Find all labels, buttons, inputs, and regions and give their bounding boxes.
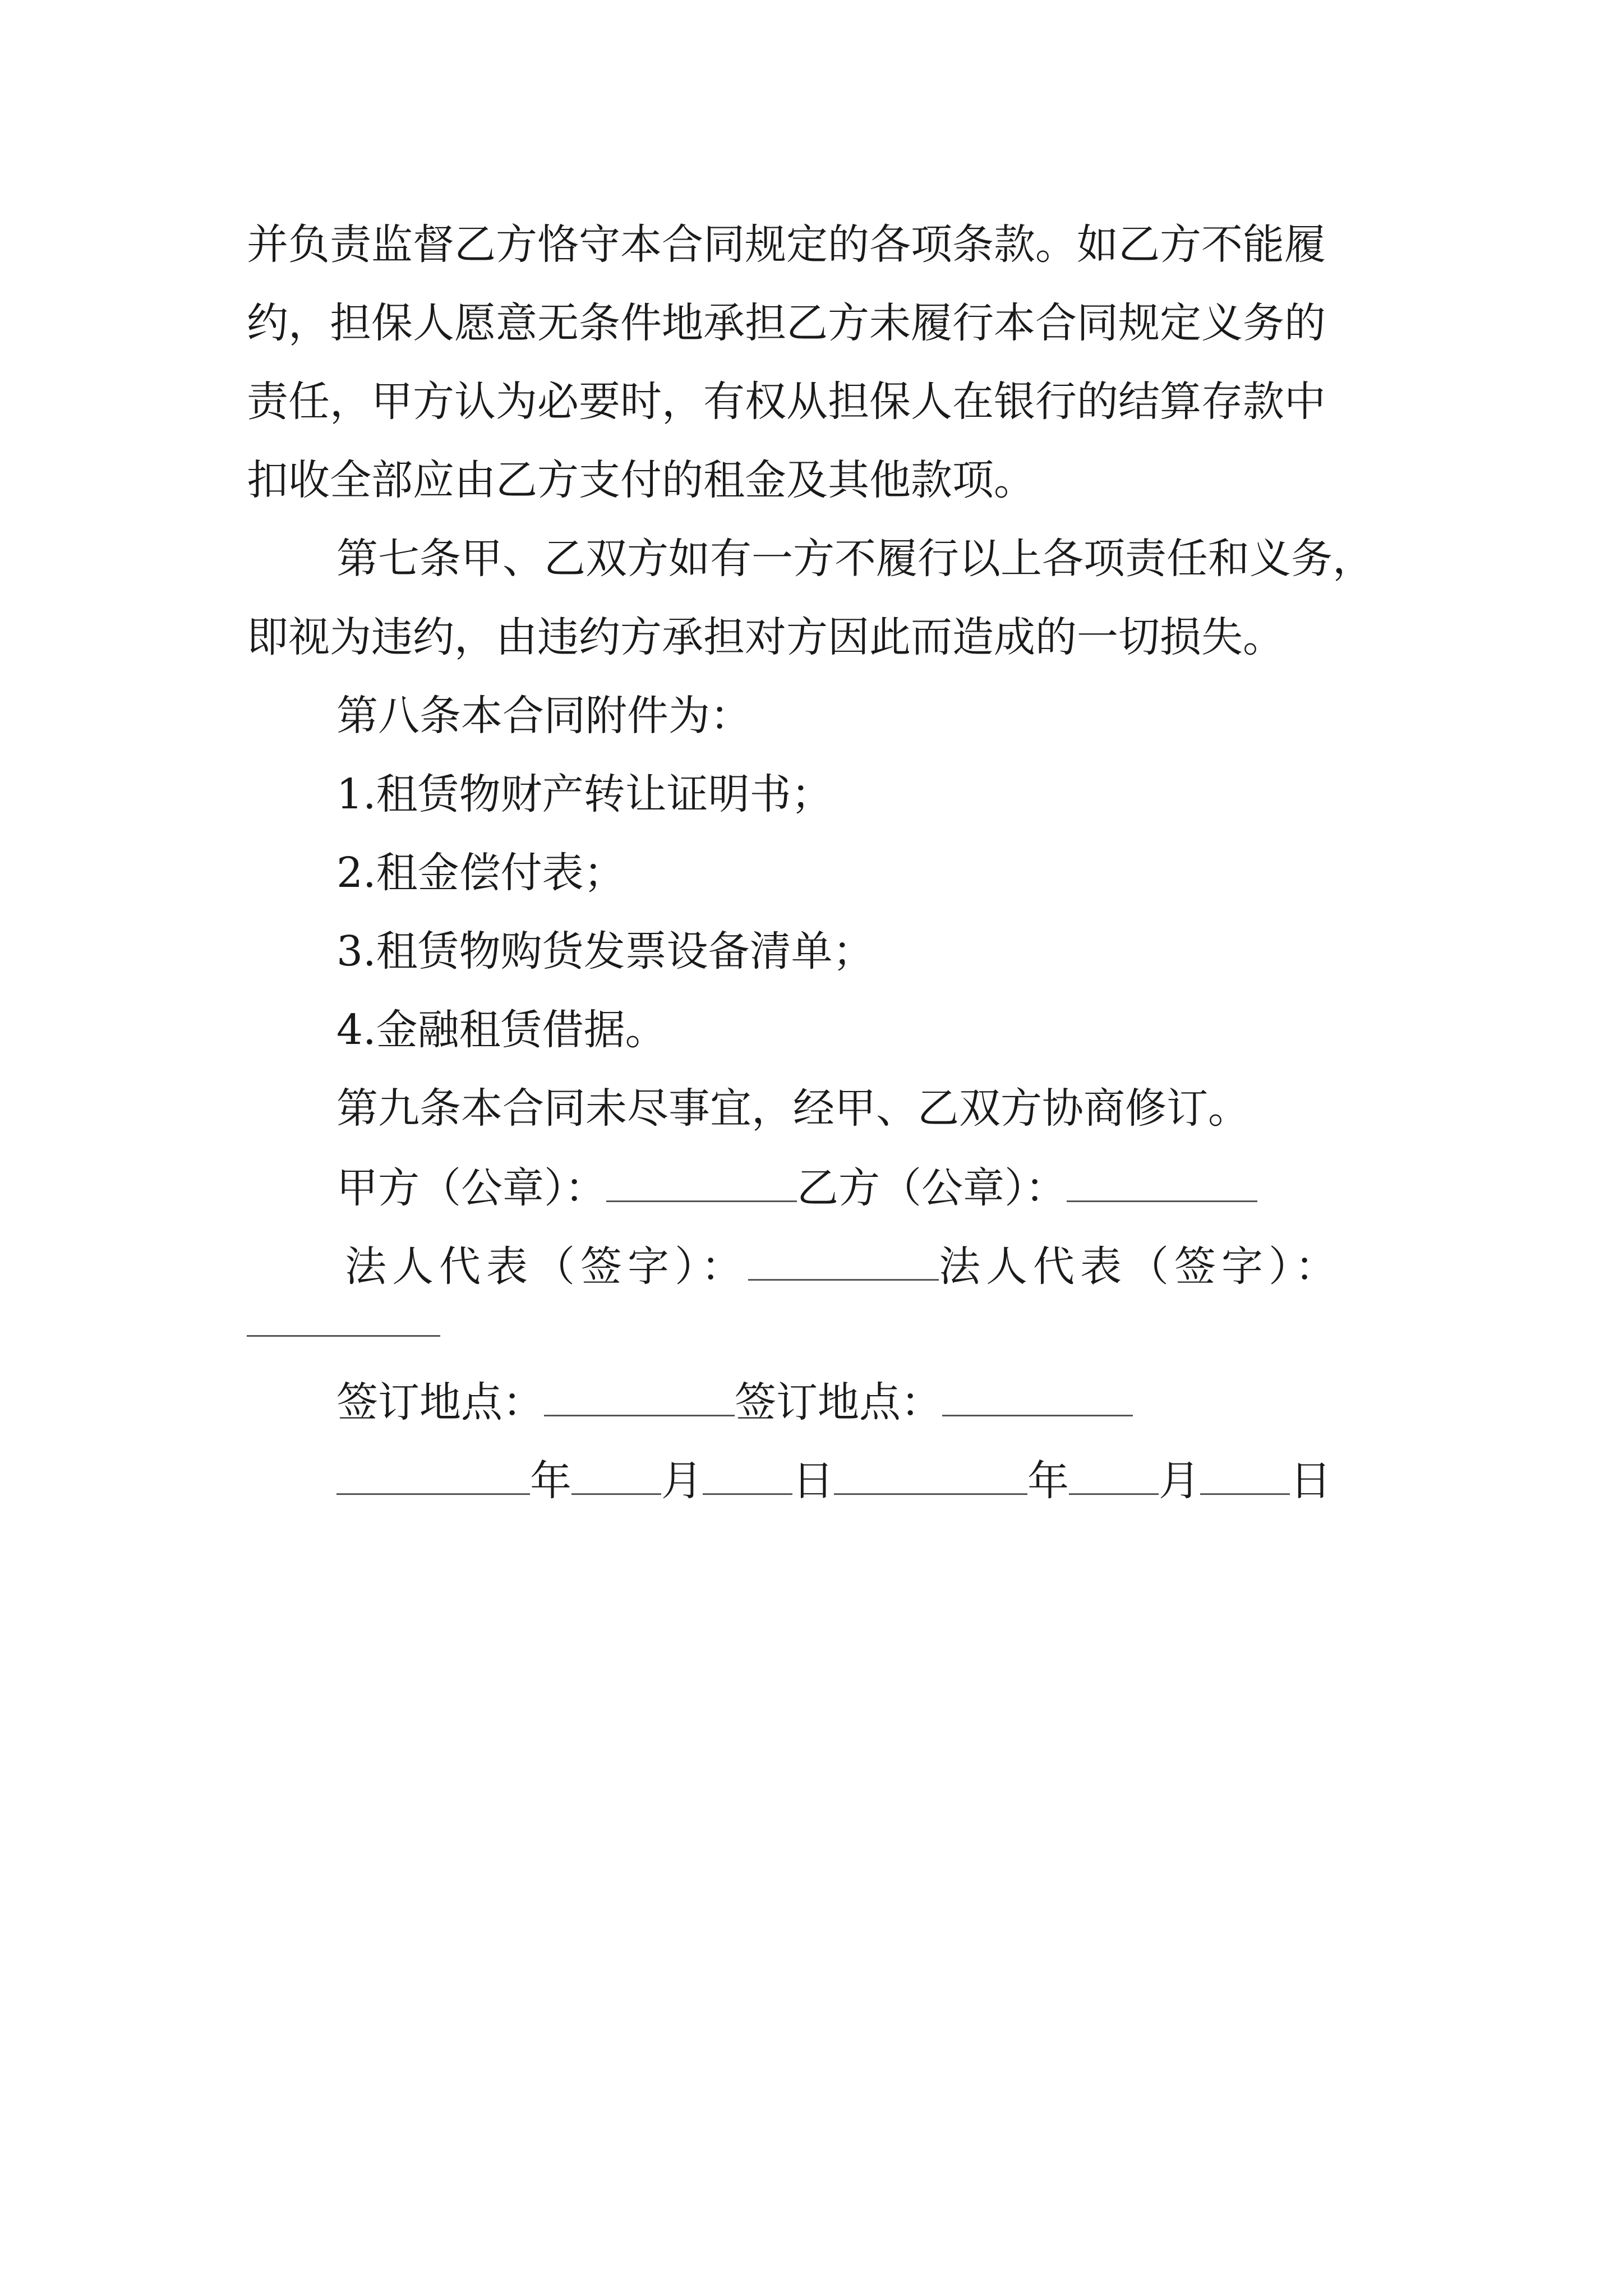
date-a-year-blank bbox=[336, 1453, 530, 1495]
date-a-year-label: 年 bbox=[530, 1457, 571, 1505]
date-b-month-blank bbox=[1069, 1453, 1159, 1495]
attachment-item-3: 3.租赁物购货发票设备清单； bbox=[336, 927, 874, 976]
date-a-month-label: 月 bbox=[661, 1457, 703, 1505]
attachment-item-2: 2.租金偿付表； bbox=[336, 849, 625, 897]
legal-rep-a-label: 法人代表（签字）： bbox=[345, 1243, 748, 1291]
date-b-year-label: 年 bbox=[1027, 1457, 1069, 1505]
place-b-blank bbox=[942, 1374, 1133, 1416]
signature-seal-row bbox=[336, 1160, 1257, 1214]
signature-date-row bbox=[336, 1453, 1331, 1507]
attachment-item-1: 1.租赁物财产转让证明书； bbox=[336, 770, 833, 818]
article9: 第九条本合同未尽事宜，经甲、乙双方协商修订。 bbox=[336, 1084, 1249, 1133]
attachment-item-4: 4.金融租赁借据。 bbox=[336, 1006, 667, 1054]
place-a-blank bbox=[544, 1374, 735, 1416]
signature-legal-rep-row bbox=[345, 1239, 1342, 1292]
paragraph-guarantor-line-3: 责任，甲方认为必要时，有权从担保人在银行的结算存款中 bbox=[247, 378, 1326, 426]
paragraph-guarantor-line-2: 约，担保人愿意无条件地承担乙方未履行本合同规定义务的 bbox=[247, 299, 1326, 347]
paragraph-guarantor-line-4: 扣收全部应由乙方支付的租金及其他款项。 bbox=[247, 456, 1035, 504]
date-b-year-blank bbox=[834, 1453, 1027, 1495]
date-a-day-blank bbox=[703, 1453, 792, 1495]
date-a-day-label: 日 bbox=[792, 1457, 834, 1505]
party-a-seal-blank bbox=[606, 1160, 797, 1202]
date-b-day-blank bbox=[1200, 1453, 1290, 1495]
article7-line-2: 即视为违约，由违约方承担对方因此而造成的一切损失。 bbox=[247, 613, 1284, 661]
signature-place-row bbox=[336, 1374, 1133, 1428]
article8-title: 第八条本合同附件为： bbox=[336, 692, 751, 740]
legal-rep-a-blank bbox=[748, 1239, 939, 1281]
date-b-day-label: 日 bbox=[1290, 1457, 1331, 1505]
place-a-label: 签订地点： bbox=[336, 1378, 544, 1427]
legal-rep-b-label: 法人代表（签字）： bbox=[939, 1243, 1342, 1291]
place-b-label: 签订地点： bbox=[735, 1378, 942, 1427]
party-a-seal-label: 甲方（公章）： bbox=[336, 1164, 606, 1212]
party-b-seal-blank bbox=[1067, 1160, 1257, 1202]
paragraph-guarantor-line-1: 并负责监督乙方恪守本合同规定的各项条款。如乙方不能履 bbox=[247, 220, 1326, 269]
date-a-month-blank bbox=[571, 1453, 661, 1495]
article7-line-1: 第七条甲、乙双方如有一方不履行以上各项责任和义务， bbox=[336, 535, 1374, 583]
party-b-seal-label: 乙方（公章）： bbox=[797, 1164, 1067, 1212]
legal-rep-b-blank bbox=[247, 1335, 440, 1337]
date-b-month-label: 月 bbox=[1159, 1457, 1200, 1505]
